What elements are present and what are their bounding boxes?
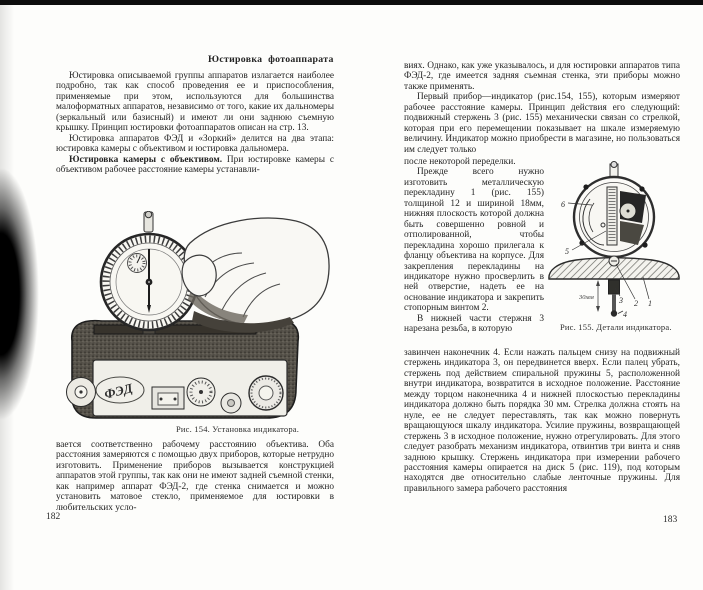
dimension-arrow	[578, 280, 600, 312]
winding-knob	[249, 376, 283, 410]
figure-154	[64, 211, 336, 423]
paragraph: завинчен наконечник 4. Если нажать пальцем снизу на подвижный стержень индикатора 3, он передвинется вверх. Если палец убрать, стержень под действием спиральной пружины 5, расположенной внутри индикатора, возвратится в исходное положение. Расстояние между торцом наконечника 4 и нижней плоскостью перекладины индикатора должно быть порядка 30 мм. Стрелка должна стоять на нуле, ее не следует переставлять, так как можно повернуть вращающуюся шкалу индикатора. Усилие пружины, возвращающей стержень 3 в исходное положение, нужно отрегулировать. Для этого следует разобрать механизм индикатора, отвинтив три винта и сняв заднюю крышку. Стержень индикатора при измерении рабочего расстояния камеры опирается на диск 5 (рис. 119), под которым находятся две относительно слабые ленточные пружины. Для правильного замера рабочего расстояния	[404, 348, 680, 494]
paragraph: Юстировка описываемой группы аппаратов излагается наиболее подробно, так как способ проведения ее и приспособления, применяемые при этом, используются для большинства малоформатных аппаратов, независимо от того, какие их дальномеры (зеркальный или базисный) и имеют ли они заднюю съемную крышку. Принцип юстировки фотоаппаратов описан на стр. 13.	[56, 71, 334, 134]
part-label-4: 4	[623, 310, 627, 319]
indicator-head	[574, 162, 654, 258]
release-button-center	[228, 400, 235, 407]
part-label-2: 2	[634, 299, 638, 308]
measuring-stem	[609, 280, 620, 317]
paragraph: виях. Однако, как уже указывалось, и для юстировки аппаратов типа ФЭД-2, где имеется задняя съемная стенка, эти приборы можно также применять.	[404, 61, 680, 92]
camera-indicator-illustration	[64, 211, 336, 423]
part-label-3: 3	[619, 296, 623, 305]
indicator-details-illustration	[546, 161, 690, 321]
right-page-text-bottom	[404, 348, 680, 494]
part-label-1: 1	[648, 299, 652, 308]
part-label-5: 5	[565, 247, 569, 256]
paragraph: Юстировка аппаратов ФЭД и «Зоркий» делится на два этапа: юстировка камеры с объективом и юстировка дальномера.	[56, 133, 334, 155]
paragraph-text: При юстировке камеры с объективом рабочее расстояние камеры устанавли-	[56, 154, 334, 176]
section-heading: Юстировка фотоаппарата	[208, 54, 334, 65]
paragraph: после некоторой переделки.	[404, 157, 516, 167]
figure-155-caption: Рис. 155. Детали индикатора.	[560, 322, 672, 332]
shutter-dial	[187, 378, 215, 406]
camera-logo: ФЭД	[102, 380, 134, 402]
sub-dial	[128, 254, 147, 273]
paragraph	[56, 155, 334, 176]
left-page-text-top	[56, 71, 334, 176]
figure-154-caption: Рис. 154. Установка индикатора.	[176, 424, 300, 434]
right-page-text-narrow	[404, 157, 544, 335]
left-page-text-bottom	[56, 440, 334, 513]
paragraph: В нижней части стержня 3 нарезана резьба, в которую	[404, 313, 544, 335]
page-number-right: 183	[663, 515, 678, 525]
dimension-label: 30мм	[579, 294, 594, 301]
scan-spine-shadow	[0, 168, 39, 420]
figure-155	[546, 161, 690, 321]
accessory-shoe	[152, 387, 184, 409]
camera-body	[67, 321, 299, 418]
paragraph: Первый прибор—индикатор (рис.154, 155), которым измеряют рабочее расстояние камеры. Принцип действия его следующий: подвижный стержень 3 (рис. 155) механически связан со стрелкой, которая при его перемещении показывает на шкале измеряемую величину. Индикатор можно приобрести в магазине, но пользоваться им следует только	[404, 92, 680, 155]
page-number-left: 182	[46, 512, 61, 522]
paragraph: вается соответственно рабочему расстоянию объектива. Оба расстояния замеряются с помощью двух приборов, которые нетрудно изготовить. Применение приборов вызывается конструкцией аппаратов этой группы, так как они не имеют задней съемной стенки, как например аппарат ФЭД-2, где стенка снимается и можно установить матовое стекло, применяемое для юстировки в любительских усло-	[56, 440, 334, 513]
right-page-text-top	[404, 61, 680, 155]
paragraph: Прежде всего нужно изготовить металлическую перекладину 1 (рис. 155) толщиной 12 и шириной 18мм, нижняя плоскость которой должна быть совершенно ровной и отполированной, чтобы перекладина хорошо прилегала к фланцу объектива на корпусе. Для закрепления перекладины на индикаторе нужно просверлить в ней отверстие, надеть ее на основание индикатора и закрепить стопорным винтом 2.	[404, 167, 544, 314]
part-label-6: 6	[561, 200, 565, 209]
scan-top-edge	[0, 0, 703, 5]
hand	[182, 218, 329, 333]
paragraph-lead: Юстировка камеры с объективом.	[69, 154, 223, 165]
